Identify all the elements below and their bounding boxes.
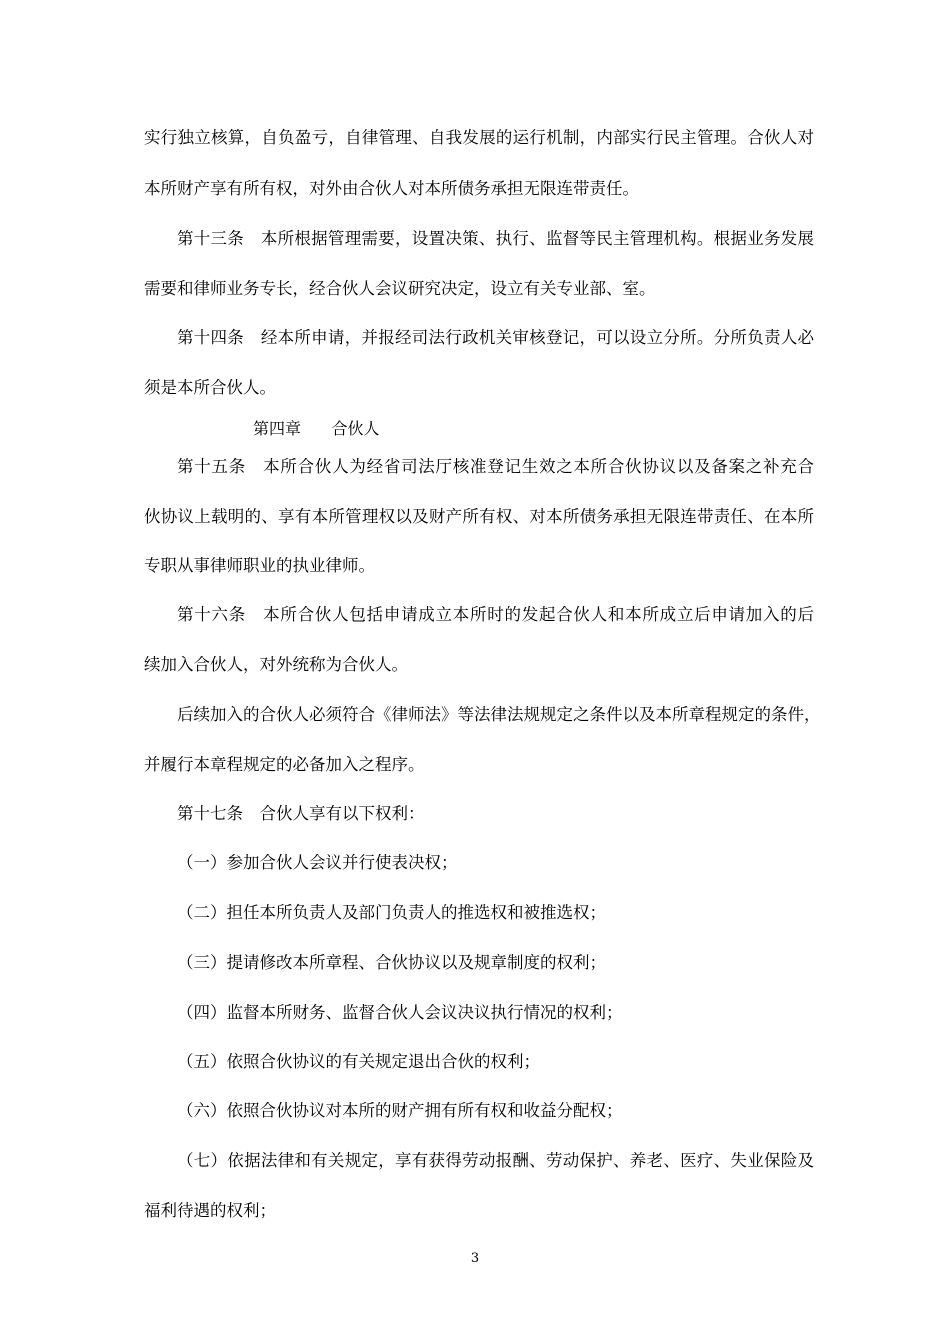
list-item: （三）提请修改本所章程、合伙协议以及规章制度的权利； bbox=[177, 953, 606, 972]
list-item: （四）监督本所财务、监督合伙人会议决议执行情况的权利； bbox=[177, 1003, 623, 1022]
paragraph-line: 专职从事律师职业的执业律师。 bbox=[144, 556, 375, 575]
paragraph-line: 伙协议上载明的、享有本所管理权以及财产所有权、对本所债务承担无限连带责任、在本所 bbox=[144, 507, 814, 526]
article-13-heading-line: 第十三条 本所根据管理需要，设置决策、执行、监督等民主管理机构。根据业务发展 bbox=[177, 229, 814, 248]
list-item-continuation: 福利待遇的权利； bbox=[144, 1201, 276, 1220]
paragraph-line: 实行独立核算，自负盈亏，自律管理、自我发展的运行机制，内部实行民主管理。合伙人对 bbox=[144, 128, 814, 147]
list-item: （七）依据法律和有关规定，享有获得劳动报酬、劳动保护、养老、医疗、失业保险及 bbox=[177, 1151, 814, 1170]
article-16-heading-line: 第十六条 本所合伙人包括申请成立本所时的发起合伙人和本所成立后申请加入的后 bbox=[177, 605, 814, 624]
article-15-heading-line: 第十五条 本所合伙人为经省司法厅核准登记生效之本所合伙协议以及备案之补充合 bbox=[177, 457, 814, 476]
chapter-title: 第四章 合伙人 bbox=[253, 419, 380, 438]
article-14-heading-line: 第十四条 经本所申请，并报经司法行政机关审核登记，可以设立分所。分所负责人必 bbox=[177, 328, 814, 347]
paragraph-line: 需要和律师业务专长，经合伙人会议研究决定，设立有关专业部、室。 bbox=[144, 279, 656, 298]
list-item: （六）依照合伙协议对本所的财产拥有所有权和收益分配权； bbox=[177, 1101, 623, 1120]
page-number: 3 bbox=[470, 1251, 480, 1266]
list-item: （五）依照合伙协议的有关规定退出合伙的权利； bbox=[177, 1052, 540, 1071]
list-item: （一）参加合伙人会议并行使表决权； bbox=[177, 853, 458, 872]
paragraph-line: 后续加入的合伙人必须符合《律师法》等法律法规规定之条件以及本所章程规定的条件， bbox=[177, 705, 821, 724]
paragraph-line: 本所财产享有所有权，对外由合伙人对本所债务承担无限连带责任。 bbox=[144, 179, 639, 198]
paragraph-line: 须是本所合伙人。 bbox=[144, 378, 276, 397]
list-item: （二）担任本所负责人及部门负责人的推选权和被推选权； bbox=[177, 903, 606, 922]
paragraph-line: 续加入合伙人，对外统称为合伙人。 bbox=[144, 655, 408, 674]
paragraph-line: 并履行本章程规定的必备加入之程序。 bbox=[144, 755, 425, 774]
article-17-heading-line: 第十七条 合伙人享有以下权利： bbox=[177, 804, 425, 823]
